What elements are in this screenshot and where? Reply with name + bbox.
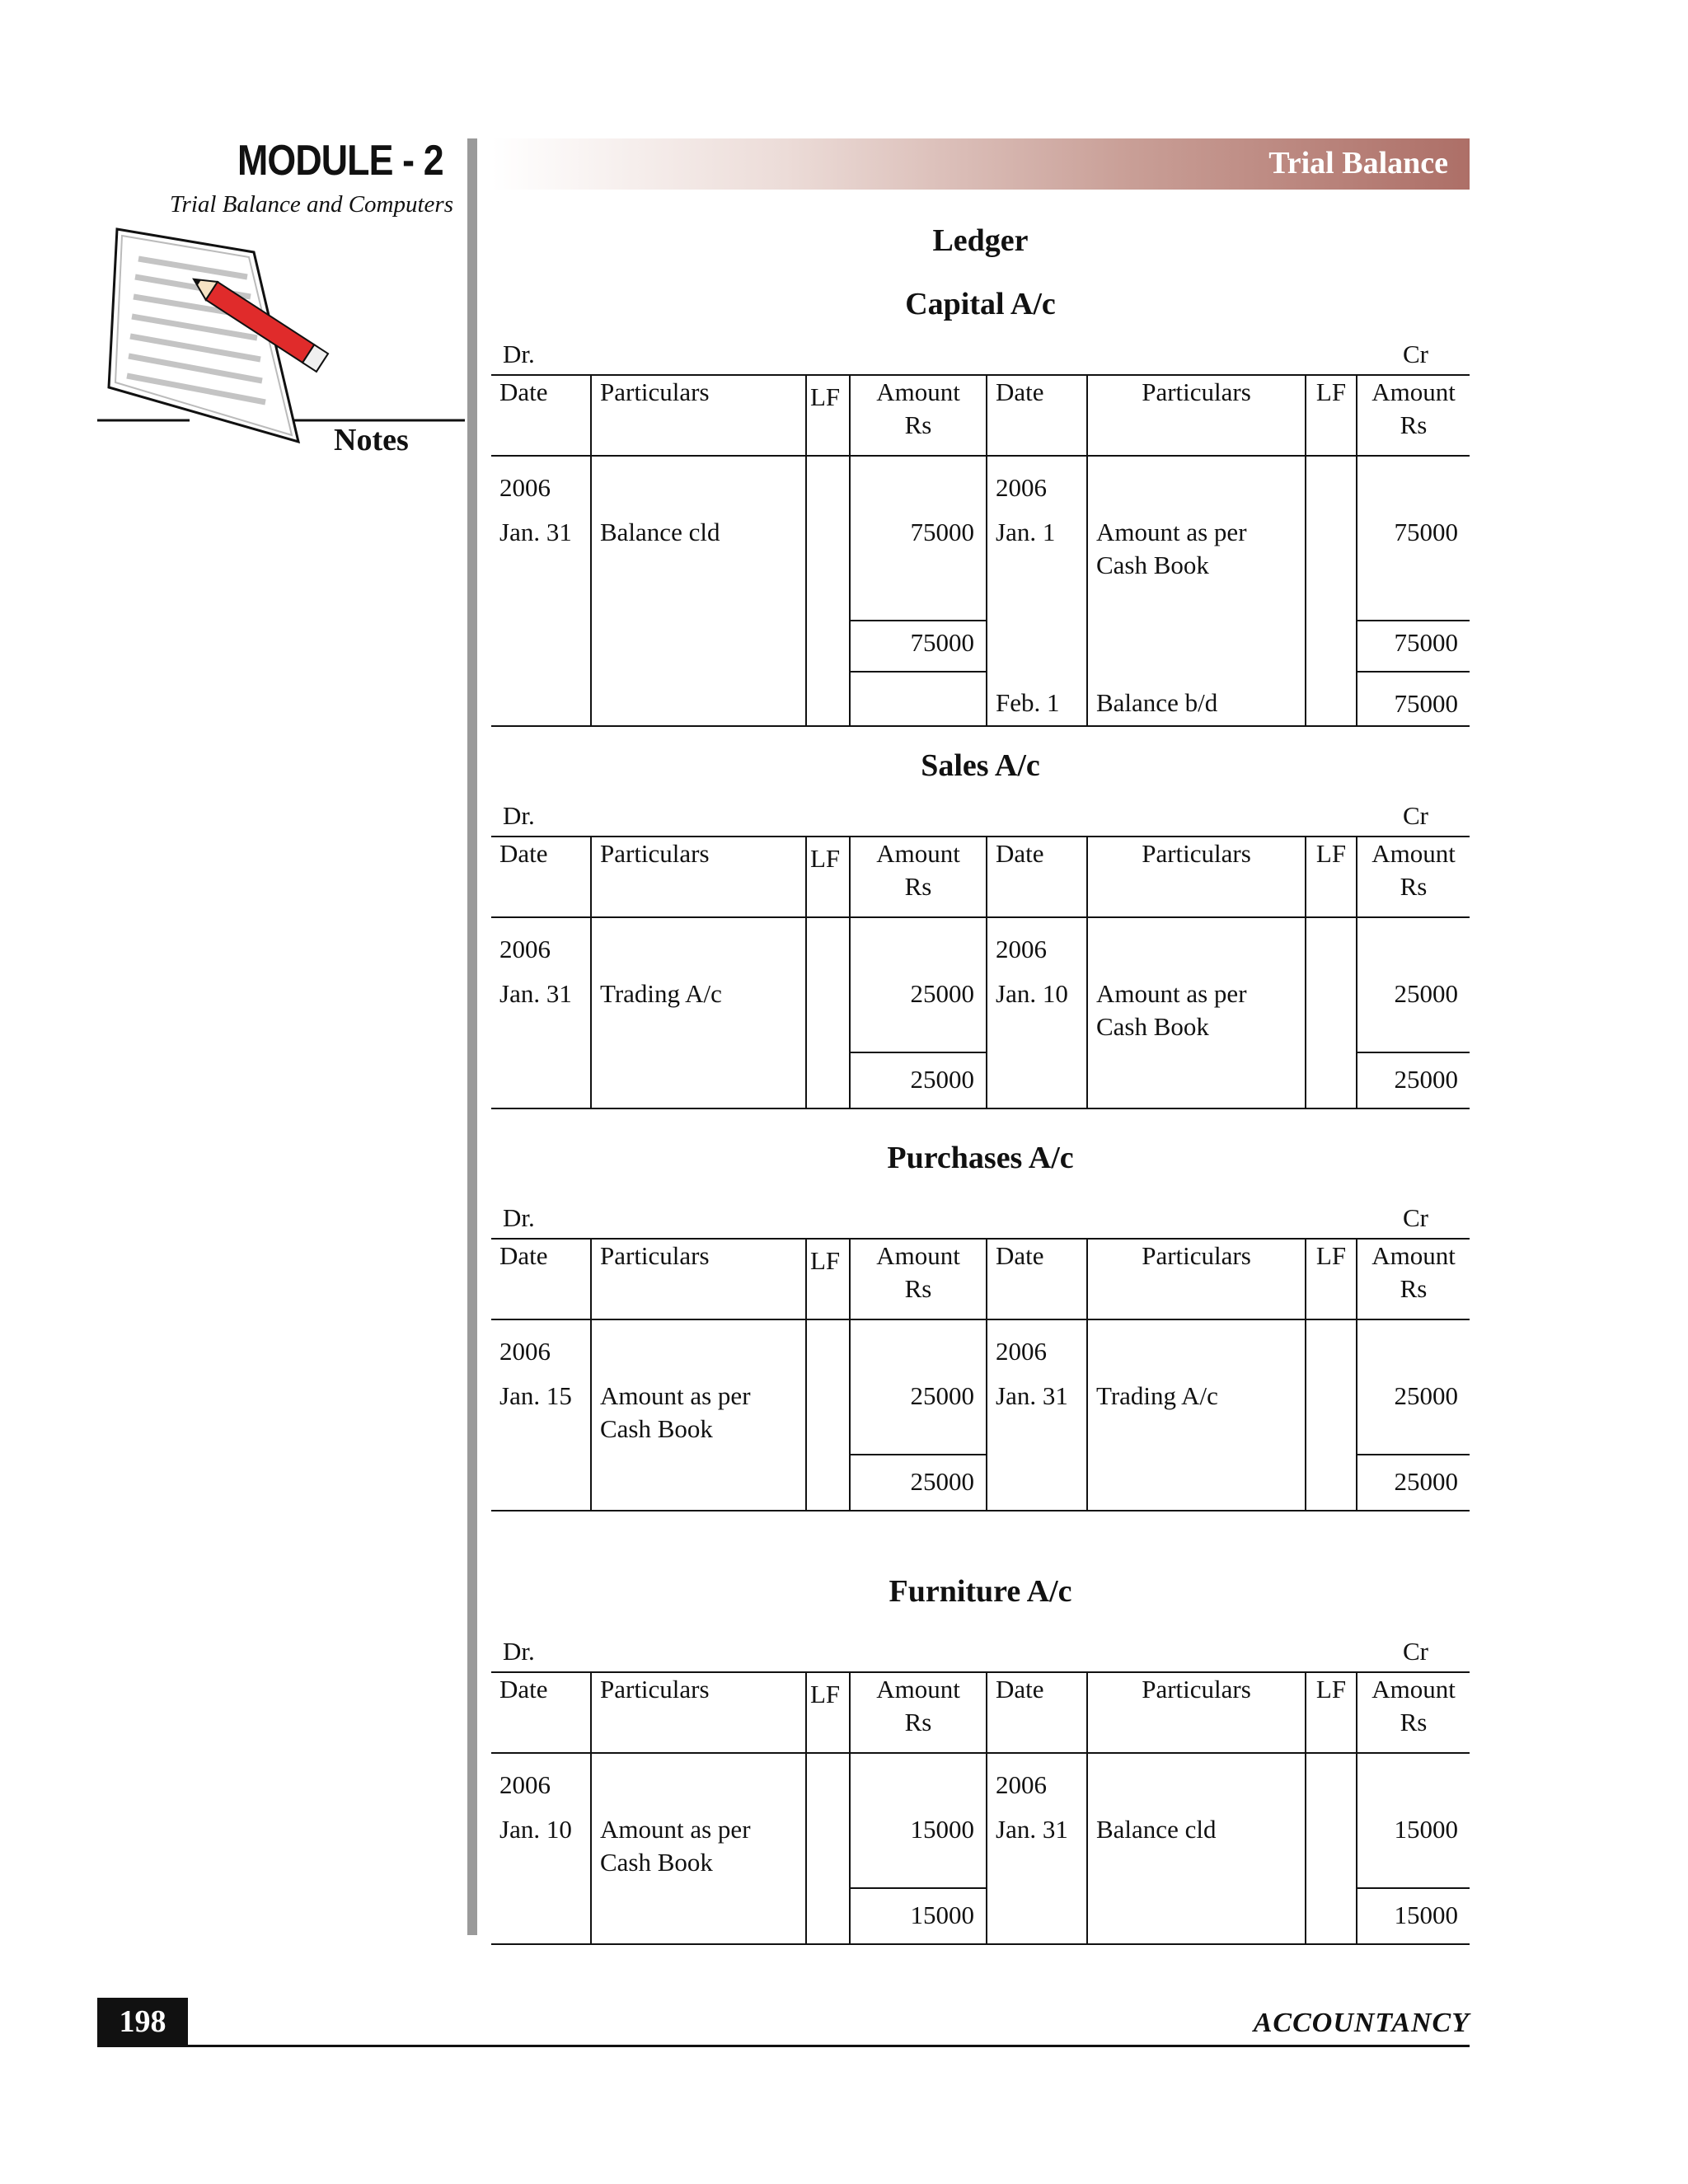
col-particulars: Particulars bbox=[1087, 1672, 1306, 1753]
total-amount: 15000 bbox=[850, 1888, 987, 1944]
col-date: Date bbox=[491, 837, 591, 917]
total-amount: 25000 bbox=[1357, 1455, 1470, 1511]
furniture-ledger-table bbox=[491, 1671, 1470, 1945]
purchases-ledger-table bbox=[491, 1238, 1470, 1511]
entry-particulars-cont: Cash Book bbox=[600, 1414, 713, 1443]
entry-particulars: Amount as per bbox=[1096, 518, 1247, 546]
table-row bbox=[491, 456, 1470, 621]
table-header-row bbox=[491, 1239, 1470, 1319]
col-particulars: Particulars bbox=[591, 1239, 806, 1319]
col-date: Date bbox=[491, 1239, 591, 1319]
col-date: Date bbox=[491, 1672, 591, 1753]
year: 2006 bbox=[499, 1337, 551, 1366]
sales-ledger-table bbox=[491, 836, 1470, 1109]
page-number: 198 bbox=[97, 1998, 188, 2046]
entry-amount: 75000 bbox=[850, 456, 987, 621]
balance-particulars: Balance b/d bbox=[1087, 672, 1306, 726]
table-row bbox=[491, 1319, 1470, 1455]
entry-particulars: Balance cld bbox=[1096, 1815, 1217, 1844]
total-row bbox=[491, 1888, 1470, 1944]
col-lf: LF bbox=[806, 1239, 850, 1319]
col-amount: Amount Rs bbox=[850, 1672, 987, 1753]
entry-date: Jan. 10 bbox=[996, 979, 1068, 1008]
col-date: Date bbox=[491, 375, 591, 456]
entry-amount: 25000 bbox=[1357, 917, 1470, 1052]
cr-label: Cr bbox=[1403, 340, 1428, 368]
total-row bbox=[491, 1052, 1470, 1108]
col-particulars: Particulars bbox=[591, 837, 806, 917]
entry-amount: 75000 bbox=[1357, 456, 1470, 621]
entry-amount: 15000 bbox=[850, 1753, 987, 1888]
dr-label: Dr. bbox=[503, 1637, 535, 1666]
notes-pencil-icon bbox=[97, 224, 468, 455]
year: 2006 bbox=[996, 1337, 1047, 1366]
entry-particulars: Balance cld bbox=[600, 518, 720, 546]
total-amount: 15000 bbox=[1357, 1888, 1470, 1944]
col-amount: Amount Rs bbox=[1357, 375, 1470, 456]
capital-account bbox=[491, 277, 1470, 727]
capital-ledger-table bbox=[491, 374, 1470, 727]
table-row bbox=[491, 917, 1470, 1052]
entry-date: Jan. 10 bbox=[499, 1815, 572, 1844]
total-row bbox=[491, 621, 1470, 672]
col-amount: Amount Rs bbox=[1357, 1672, 1470, 1753]
col-lf: LF bbox=[806, 375, 850, 456]
dr-label: Dr. bbox=[503, 801, 535, 830]
entry-date: Jan. 31 bbox=[499, 518, 572, 546]
col-date: Date bbox=[987, 1239, 1087, 1319]
col-lf: LF bbox=[806, 1672, 850, 1753]
year: 2006 bbox=[499, 1770, 551, 1799]
col-date: Date bbox=[987, 837, 1087, 917]
dr-label: Dr. bbox=[503, 340, 535, 368]
col-date: Date bbox=[987, 375, 1087, 456]
col-particulars: Particulars bbox=[1087, 375, 1306, 456]
entry-particulars-cont: Cash Book bbox=[1096, 1012, 1209, 1041]
entry-particulars-cont: Cash Book bbox=[1096, 551, 1209, 579]
margin-divider bbox=[467, 138, 477, 1935]
entry-particulars: Amount as per bbox=[600, 1815, 751, 1844]
col-amount: Amount Rs bbox=[850, 837, 987, 917]
cr-label: Cr bbox=[1403, 1637, 1428, 1666]
balance-row bbox=[491, 672, 1470, 726]
col-particulars: Particulars bbox=[1087, 1239, 1306, 1319]
entry-date: Jan. 31 bbox=[996, 1815, 1068, 1844]
year: 2006 bbox=[996, 473, 1047, 502]
entry-date: Jan. 31 bbox=[996, 1381, 1068, 1410]
ledger-content bbox=[491, 216, 1470, 1945]
account-title: Sales A/c bbox=[921, 748, 1040, 783]
balance-amount: 75000 bbox=[1357, 672, 1470, 726]
col-lf: LF bbox=[1306, 1239, 1357, 1319]
col-amount: Amount Rs bbox=[1357, 837, 1470, 917]
col-particulars: Particulars bbox=[591, 1672, 806, 1753]
col-particulars: Particulars bbox=[1087, 837, 1306, 917]
account-title: Furniture A/c bbox=[889, 1574, 1072, 1609]
furniture-account bbox=[491, 1564, 1470, 1945]
entry-particulars: Amount as per bbox=[1096, 979, 1247, 1008]
entry-amount: 15000 bbox=[1357, 1753, 1470, 1888]
entry-date: Jan. 15 bbox=[499, 1381, 572, 1410]
entry-date: Jan. 31 bbox=[499, 979, 572, 1008]
col-amount: Amount Rs bbox=[1357, 1239, 1470, 1319]
entry-particulars-cont: Cash Book bbox=[600, 1848, 713, 1877]
balance-date: Feb. 1 bbox=[987, 672, 1087, 726]
section-header-bar bbox=[491, 138, 1470, 190]
entry-particulars: Trading A/c bbox=[1096, 1381, 1218, 1410]
section-title: Trial Balance bbox=[1268, 146, 1448, 180]
table-row bbox=[491, 1753, 1470, 1888]
total-amount: 75000 bbox=[1357, 621, 1470, 672]
entry-amount: 25000 bbox=[1357, 1319, 1470, 1455]
total-amount: 25000 bbox=[850, 1455, 987, 1511]
ledger-heading: Ledger bbox=[932, 223, 1029, 258]
dr-label: Dr. bbox=[503, 1203, 535, 1232]
entry-amount: 25000 bbox=[850, 917, 987, 1052]
col-date: Date bbox=[987, 1672, 1087, 1753]
entry-particulars: Amount as per bbox=[600, 1381, 751, 1410]
account-title: Capital A/c bbox=[905, 287, 1056, 321]
table-header-row bbox=[491, 375, 1470, 456]
col-lf: LF bbox=[1306, 375, 1357, 456]
purchases-account bbox=[491, 1131, 1470, 1511]
sales-account bbox=[491, 738, 1470, 1109]
entry-amount: 25000 bbox=[850, 1319, 987, 1455]
year: 2006 bbox=[996, 935, 1047, 963]
footer-subject: ACCOUNTANCY bbox=[1253, 2008, 1470, 2038]
col-amount: Amount Rs bbox=[850, 375, 987, 456]
col-particulars: Particulars bbox=[591, 375, 806, 456]
table-header-row bbox=[491, 1672, 1470, 1753]
account-title: Purchases A/c bbox=[887, 1141, 1074, 1175]
entry-date: Jan. 1 bbox=[996, 518, 1056, 546]
module-subtitle: Trial Balance and Computers bbox=[170, 191, 453, 218]
col-amount: Amount Rs bbox=[850, 1239, 987, 1319]
cr-label: Cr bbox=[1403, 1203, 1428, 1232]
total-amount: 25000 bbox=[1357, 1052, 1470, 1108]
col-lf: LF bbox=[806, 837, 850, 917]
total-row bbox=[491, 1455, 1470, 1511]
entry-particulars: Trading A/c bbox=[600, 979, 722, 1008]
footer-rule bbox=[97, 2045, 1470, 2047]
notes-label: Notes bbox=[334, 423, 409, 457]
year: 2006 bbox=[499, 473, 551, 502]
col-lf: LF bbox=[1306, 1672, 1357, 1753]
col-lf: LF bbox=[1306, 837, 1357, 917]
total-amount: 75000 bbox=[850, 621, 987, 672]
module-title: MODULE - 2 bbox=[237, 137, 443, 185]
table-header-row bbox=[491, 837, 1470, 917]
total-amount: 25000 bbox=[850, 1052, 987, 1108]
year: 2006 bbox=[499, 935, 551, 963]
cr-label: Cr bbox=[1403, 801, 1428, 830]
year: 2006 bbox=[996, 1770, 1047, 1799]
